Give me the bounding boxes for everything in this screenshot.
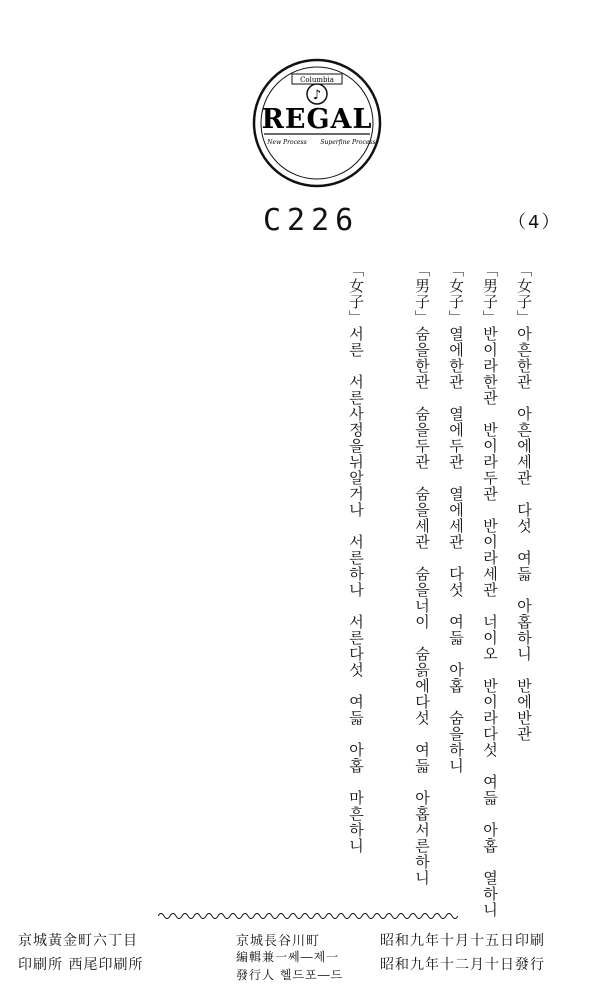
lyric-line: 「女子」아흔한관 아흔에세관 다섯 여듧 아홉하니 반에반관 bbox=[515, 262, 533, 742]
colophon-printed-date: 昭和九年十月十五日印刷 bbox=[380, 933, 545, 949]
colophon-printer bbox=[18, 930, 233, 990]
colophon-publisher-address: 京城長谷川町 bbox=[236, 934, 321, 949]
regal-logo bbox=[252, 58, 382, 188]
logo-right-text: Superfine Process bbox=[320, 139, 376, 146]
colophon-publisher-name: 發行人 헬드포―드 bbox=[236, 968, 344, 982]
logo-top-text: Columbia bbox=[300, 76, 334, 84]
colophon-printer-address: 京城黃金町六丁目 bbox=[18, 933, 138, 949]
logo-left-text: New Process bbox=[267, 139, 307, 146]
colophon-dates bbox=[380, 930, 605, 990]
lyrics-block bbox=[340, 262, 540, 918]
wavy-divider bbox=[158, 910, 458, 922]
lyric-line: 「男子」숨을한관 숨을두관 숨을세관 숨을너이 숨읅에다섯 여듧 아홉서른하니 bbox=[413, 262, 431, 886]
catalog-number: C226 bbox=[263, 203, 360, 238]
regal-record-label-icon bbox=[252, 58, 382, 188]
trademark-glyph: ♪ bbox=[312, 88, 322, 103]
colophon-publisher bbox=[236, 930, 376, 990]
logo-brand: REGAL bbox=[261, 104, 373, 135]
lyric-line bbox=[372, 262, 402, 882]
lyric-line: 「女子」서른 서른사정을뉘알거나 서른하나 서른다섯 여듧 아홉 마흔하니 bbox=[347, 262, 365, 854]
colophon-editor: 編輯兼一쎄―제一 bbox=[236, 950, 340, 964]
colophon-issued-date: 昭和九年十二月十日發行 bbox=[380, 957, 545, 973]
colophon-printer-name: 印刷所 西尾印刷所 bbox=[18, 957, 144, 973]
page-number: （4） bbox=[508, 212, 562, 233]
lyric-line: 「女子」열에한관 열에두관 열에세관 다섯 여듧 아홉 숨을하니 bbox=[447, 262, 465, 774]
lyric-line: 「男子」반이라한관 반이라두관 반이라세관 너이오 반이라다섯 여듧 아홉 열하니 bbox=[481, 262, 499, 918]
